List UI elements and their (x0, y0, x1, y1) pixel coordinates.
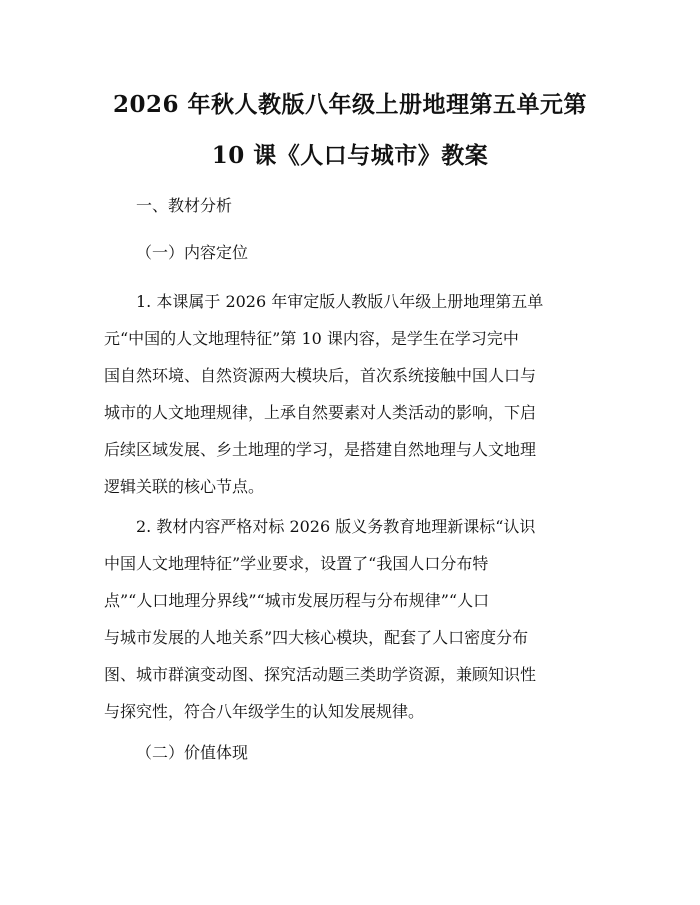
paragraph-2-line-5: 图、城市群演变动图、探究活动题三类助学资源，兼顾知识性 (104, 665, 537, 684)
paragraph-1-line-4: 城市的人文地理规律，上承自然要素对人类活动的影响，下启 (104, 403, 537, 422)
paragraph-1-line-1: 1. 本课属于 2026 年审定版人教版八年级上册地理第五单 (136, 292, 544, 311)
subsection-heading-value-embodiment: （二）价值体现 (136, 743, 249, 762)
section-heading-teaching-material-analysis: 一、教材分析 (136, 196, 233, 215)
paragraph-1-line-5: 后续区域发展、乡土地理的学习，是搭建自然地理与人文地理 (104, 440, 537, 459)
document-title-line-1: 2026 年秋人教版八年级上册地理第五单元第 (112, 91, 588, 118)
paragraph-2-line-6: 与探究性，符合八年级学生的认知发展规律。 (104, 702, 425, 721)
paragraph-2-line-4: 与城市发展的人地关系”四大核心模块，配套了人口密度分布 (104, 628, 529, 647)
document-title-line-2: 10 课《人口与城市》教案 (211, 142, 489, 169)
paragraph-2-line-3: 点”“人口地理分界线”“城市发展历程与分布规律”“人口 (104, 591, 490, 610)
paragraph-2-line-1: 2. 教材内容严格对标 2026 版义务教育地理新课标“认识 (136, 517, 536, 536)
paragraph-2-line-2: 中国人文地理特征”学业要求，设置了“我国人口分布特 (104, 554, 489, 573)
paragraph-1-line-6: 逻辑关联的核心节点。 (104, 477, 265, 496)
subsection-heading-content-positioning: （一）内容定位 (136, 243, 249, 262)
paragraph-1-line-3: 国自然环境、自然资源两大模块后，首次系统接触中国人口与 (104, 366, 537, 385)
paragraph-1-line-2: 元“中国的人文地理特征”第 10 课内容，是学生在学习完中 (104, 329, 519, 348)
